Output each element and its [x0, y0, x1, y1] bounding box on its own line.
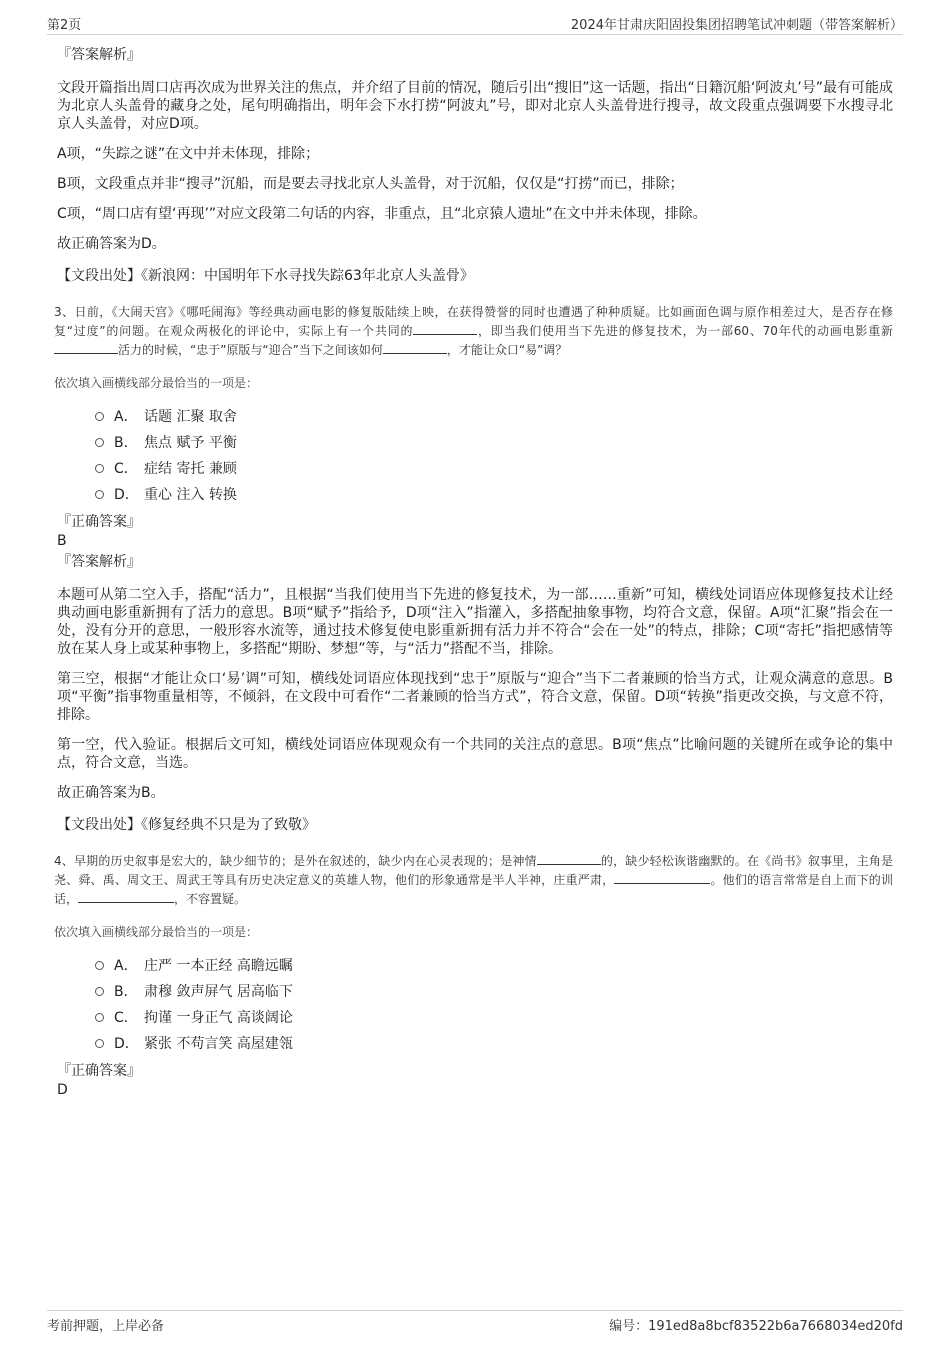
correct-answer: D: [57, 1082, 68, 1098]
option-c[interactable]: C． 拘谨 一身正气 高谈阔论: [95, 1004, 893, 1030]
option-b[interactable]: B． 焦点 赋予 平衡: [95, 429, 893, 455]
document-id: 编号：191ed8a8bcf83522b6a7668034ed20fd: [609, 1319, 903, 1334]
answer-blank: [54, 341, 118, 354]
radio-icon[interactable]: [95, 1039, 104, 1048]
analysis-paragraph: 第三空，根据“才能让众口‘易’调”可知，横线处词语应体现找到“忠于”原版与“迎合”当下二者兼顾的恰当方式，让观众满意的意思。B项“平衡”指事物重量相等，不倾斜，在文段中可看作“二者兼顾的恰当方式”，符合文意，保留。D项“转换”指更改交换，与文意不符，排除。: [57, 671, 893, 723]
footer-slogan: 考前押题，上岸必备: [47, 1319, 165, 1334]
page-footer: [47, 1310, 903, 1335]
correct-answer-label: 『正确答案』: [57, 514, 141, 530]
page-number: 第2页: [47, 18, 82, 33]
option-d[interactable]: D． 紧张 不苟言笑 高屋建瓴: [95, 1030, 893, 1056]
question-instruction: 依次填入画横线部分最恰当的一项是：: [54, 925, 259, 939]
source-citation: 【文段出处】《新浪网：中国明年下水寻找失踪63年北京人头盖骨》: [57, 268, 474, 284]
option-d[interactable]: D． 重心 注入 转换: [95, 481, 893, 507]
analysis-paragraph: 第一空，代入验证。根据后文可知，横线处词语应体现观众有一个共同的关注点的意思。B项“焦点”比喻问题的关键所在或争论的集中点，符合文意，当选。: [57, 737, 893, 771]
radio-icon[interactable]: [95, 490, 104, 499]
document-title: 2024年甘肃庆阳固投集团招聘笔试冲刺题（带答案解析）: [570, 18, 903, 33]
analysis-label: 『答案解析』: [57, 554, 141, 570]
page-content: [54, 45, 893, 1099]
answer-blank: [537, 852, 601, 865]
question-instruction: 依次填入画横线部分最恰当的一项是：: [54, 376, 259, 390]
radio-icon[interactable]: [95, 438, 104, 447]
analysis-paragraph: B项，文段重点并非“搜寻”沉船，而是要去寻找北京人头盖骨，对于沉船，仅仅是“打捞”而已，排除；: [57, 176, 684, 192]
radio-icon[interactable]: [95, 464, 104, 473]
option-list: [95, 403, 893, 507]
correct-answer: B: [57, 533, 67, 549]
radio-icon[interactable]: [95, 961, 104, 970]
analysis-paragraph: 故正确答案为D。: [57, 236, 166, 252]
analysis-paragraph: 故正确答案为B。: [57, 785, 165, 801]
radio-icon[interactable]: [95, 987, 104, 996]
option-list: [95, 952, 893, 1056]
option-b[interactable]: B． 肃穆 敛声屏气 居高临下: [95, 978, 893, 1004]
answer-blank: [614, 871, 710, 884]
analysis-paragraph: C项，“周口店有望‘再现’”对应文段第二句话的内容，非重点，且“北京猿人遗址”在文中并未体现，排除。: [57, 206, 707, 222]
analysis-paragraph: 本题可从第二空入手，搭配“活力”，且根据“当我们使用当下先进的修复技术，为一部……重新”可知，横线处词语应体现修复技术让经典动画电影重新拥有了活力的意思。B项“赋予”指给予，D项“注入”指灌入，多搭配抽象事物，均符合文意，保留。A项“汇聚”指会在一处，没有分开的意思，一般形容水流等，通过技术修复使电影重新拥有活力并不符合“会在一处”的特点，排除；C项“寄托”指把感情等放在某人身上或某种事物上，多搭配“期盼、梦想”等，与“活力”搭配不当，排除。: [57, 587, 893, 657]
answer-blank: [383, 341, 447, 354]
analysis-paragraph: 文段开篇指出周口店再次成为世界关注的焦点，并介绍了目前的情况，随后引出“搜旧”这一话题，指出“日籍沉船‘阿波丸’号”最有可能成为北京人头盖骨的藏身之处，尾句明确指出，明年会下水打捞“阿波丸”号，即对北京人头盖骨进行搜寻，故文段重点强调要下水搜寻北京人头盖骨，对应D项。: [57, 80, 893, 132]
answer-blank: [78, 890, 174, 903]
option-a[interactable]: A． 庄严 一本正经 高瞻远瞩: [95, 952, 893, 978]
question-4-text: 4、早期的历史叙事是宏大的，缺少细节的；是外在叙述的，缺少内在心灵表现的；是神情 的，缺少轻松诙谐幽默的。在《尚书》叙事里，主角是尧、舜、禹、周文王、周武王等具有历史决定意义的英雄人物，他们的形象通常是半人半神，庄重严肃， 。他们的语言常常是自上而下的训话， ，不容置疑。: [54, 854, 893, 906]
page-header: [47, 12, 903, 35]
correct-answer-label: 『正确答案』: [57, 1063, 141, 1079]
source-citation: 【文段出处】《修复经典不只是为了致敬》: [57, 817, 316, 833]
option-a[interactable]: A． 话题 汇聚 取舍: [95, 403, 893, 429]
analysis-paragraph: A项，“失踪之谜”在文中并未体现，排除；: [57, 146, 320, 162]
radio-icon[interactable]: [95, 1013, 104, 1022]
answer-blank: [413, 322, 477, 335]
radio-icon[interactable]: [95, 412, 104, 421]
analysis-label: 『答案解析』: [57, 47, 141, 63]
question-3-text: 3、日前，《大闹天宫》《哪吒闹海》等经典动画电影的修复版陆续上映，在获得赞誉的同时也遭遇了种种质疑。比如画面色调与原作相差过大，是否存在修复“过度”的问题。在观众两极化的评论中，实际上有一个共同的 ，即当我们使用当下先进的修复技术，为一部60、70年代的动画电影重新活力的时候，“忠于”原版与“迎合”当下之间该如何 ，才能让众口“易”调？: [54, 305, 893, 357]
option-c[interactable]: C． 症结 寄托 兼顾: [95, 455, 893, 481]
